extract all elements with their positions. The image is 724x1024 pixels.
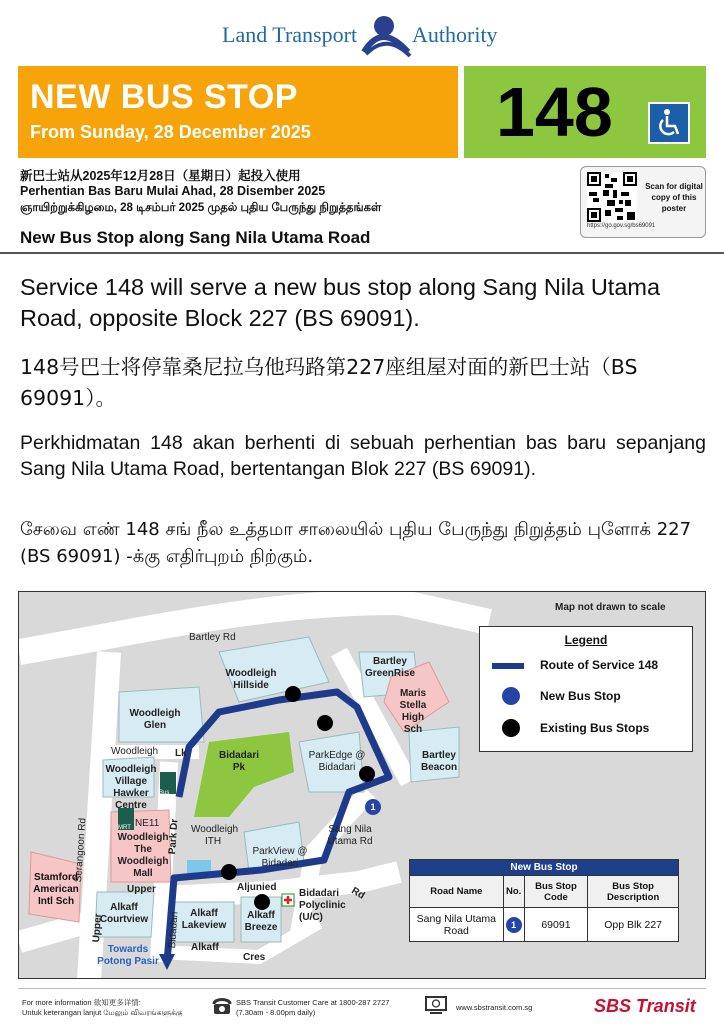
subtitle-zh: 新巴士站从2025年12月28日（星期日）起投入使用 [20, 169, 301, 183]
label-alkaff-breeze: Alkaff Breeze [244, 910, 278, 933]
label-towards-potong-pasir: Towards Potong Pasir [97, 944, 159, 967]
label-serangoon-rd: Serangoon Rd [73, 817, 89, 883]
table-caption: New Bus Stop [410, 860, 679, 876]
mrt-station-icon: MRT [118, 825, 131, 831]
phone-icon [212, 996, 232, 1021]
service-number: 148 [496, 73, 613, 151]
legend-title: Legend [564, 633, 608, 647]
body-english: Service 148 will serve a new bus stop along Sang Nila Utama Road, opposite Block 227 (BS 69091). [20, 274, 661, 331]
label-aljunied: Aljunied [237, 882, 277, 893]
label-bidadari-polyclinic: Bidadari Polyclinic (U/C) [299, 888, 346, 923]
cell-road-name: Sang Nila Utama Road [410, 908, 504, 942]
label-woodleigh-glen: Woodleigh Glen [129, 708, 181, 731]
lta-logo-icon [360, 12, 412, 63]
legend-existing-stop-swatch [502, 719, 520, 737]
wheelchair-accessible-icon [648, 102, 690, 144]
label-woodleigh-mall: Woodleigh The Woodleigh Mall [117, 832, 169, 879]
footer-customer-care: SBS Transit Customer Care at 1800-287 2727 [236, 998, 390, 1007]
label-bartley-beacon: Bartley Beacon [420, 750, 458, 773]
label-hawker-centre: Woodleigh Village Hawker Centre [105, 764, 157, 811]
label-alkaff-courtview: Alkaff Courtview [99, 902, 149, 925]
label-bidadari-road: Bidadari [167, 911, 181, 949]
map-legend [479, 626, 693, 752]
service-box [464, 66, 706, 158]
footer-website[interactable]: www.sbstransit.com.sg [456, 1003, 533, 1012]
label-alkaff: Alkaff [191, 942, 219, 953]
label-maris-stella: Maris Stella High Sch [399, 688, 427, 735]
legend-item-route: Route of Service 148 [540, 658, 659, 672]
table-header-no: No. [503, 876, 524, 908]
label-upper-1: Upper [91, 913, 104, 943]
table-row [410, 908, 679, 942]
legend-item-new-stop: New Bus Stop [540, 689, 621, 703]
label-woodleigh-ith: Woodleigh ITH [191, 824, 239, 847]
new-bus-stop-table [409, 859, 679, 942]
label-cres: Cres [243, 952, 266, 963]
footer-hours: (7.30am - 8.00pm daily) [236, 1008, 316, 1017]
table-header-road: Road Name [410, 876, 504, 908]
qr-scan-text: Scan for digital copy of this poster [645, 182, 703, 213]
body-chinese: 148号巴士将停靠桑尼拉乌他玛路第227座组屋对面的新巴士站（BS 69091）。 [20, 355, 638, 410]
qr-code[interactable] [587, 172, 637, 222]
route-map [18, 591, 706, 979]
label-ne11: NE11 [135, 818, 160, 829]
new-stop-marker-number: 1 [370, 802, 376, 812]
divider [0, 252, 724, 254]
footer-info-2: Untuk keterangan lanjut மேலும் விவரங்களுக்கு [22, 1008, 183, 1017]
label-parkedge: ParkEdge @ Bidadari [308, 750, 366, 773]
label-bartley-greenrise: Bartley GreenRise [365, 656, 416, 679]
page-title: NEW BUS STOP [30, 78, 298, 116]
label-bartley-rd: Bartley Rd [189, 632, 236, 643]
cell-number: 1 [503, 908, 524, 942]
label-park-dr: Park Dr [167, 818, 181, 855]
lta-logo-text-left: Land Transport [222, 22, 358, 47]
table-header-desc: Bus Stop Description [588, 876, 679, 908]
lta-logo-text-right: Authority [412, 22, 498, 47]
legend-new-stop-swatch [502, 687, 520, 705]
label-upper-2: Upper [127, 884, 156, 895]
label-sang-nila-rd: Sang Nila Utama Rd [327, 824, 373, 847]
subtitle-ms: Perhentian Bas Baru Mulai Ahad, 28 Disember 2025 [20, 184, 326, 198]
computer-icon [424, 996, 448, 1021]
qr-panel [580, 166, 706, 238]
legend-item-existing-stops: Existing Bus Stops [540, 721, 650, 735]
legend-route-swatch [492, 663, 524, 669]
table-header-code: Bus Stop Code [524, 876, 588, 908]
subtitle-road: New Bus Stop along Sang Nila Utama Road [20, 228, 371, 247]
subtitle-ta: ஞாயிற்றுக்கிழமை, 28 டிசம்பர் 2025 முதல் புதிய பேருந்து நிறுத்தங்கள் [20, 202, 382, 214]
body-malay: Perkhidmatan 148 akan berhenti di sebuah perhentian bas baru sepanjang Sang Nila Utama Road, bertentangan Blok 227 (BS 69091). [20, 432, 706, 480]
effective-date: From Sunday, 28 December 2025 [30, 122, 311, 142]
qr-url: https://go.gov.sg/bs69091 [587, 223, 656, 229]
footer-divider [18, 988, 706, 989]
title-banner [18, 66, 458, 158]
label-parkview: ParkView @ Bidadari [252, 846, 308, 869]
label-stamford: Stamford American Intl Sch [33, 872, 79, 907]
label-alkaff-lakeview: Alkaff Lakeview [181, 908, 227, 931]
bus-interchange-icon: Bus [159, 790, 170, 796]
cell-description: Opp Blk 227 [588, 908, 679, 942]
body-tamil: சேவை எண் 148 சங் நீல உத்தமா சாலையில் புதிய பேருந்து நிறுத்தம் புளோக் 227 (BS 69091) -க்கு எதிர்புறம் நிற்கும். [20, 519, 692, 567]
sbs-transit-logo: SBS Transit [594, 996, 696, 1016]
footer-info-1: For more information 欲知更多详情: [22, 998, 141, 1007]
label-bidadari-pk: Bidadari Pk [219, 750, 260, 773]
label-woodleigh-hillside: Woodleigh Hillside [225, 668, 277, 691]
cell-stop-code: 69091 [524, 908, 588, 942]
label-woodleigh-lk-2: Lk [175, 748, 187, 759]
map-note: Map not drawn to scale [555, 602, 666, 613]
label-rd-right: Rd [349, 885, 367, 902]
label-woodleigh-lk-1: Woodleigh [111, 746, 159, 757]
